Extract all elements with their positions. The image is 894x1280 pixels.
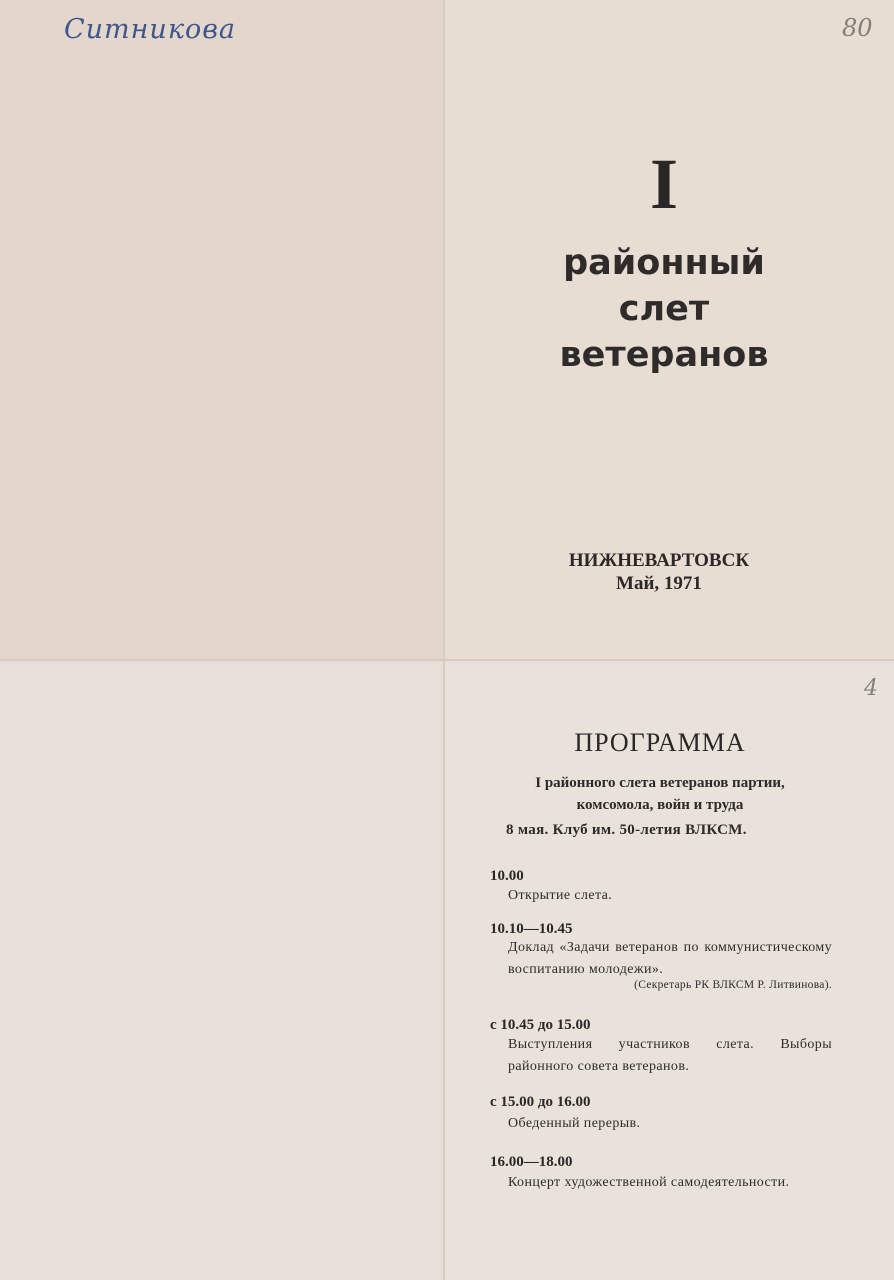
cover-title-line-2: слет — [618, 289, 710, 329]
schedule-description: Выступления участников слета. Выборы районного совета ветеранов. — [508, 1037, 832, 1074]
schedule-time: с 15.00 до 16.00 — [490, 1094, 591, 1110]
program-venue: 8 мая. Клуб им. 50-летия ВЛКСМ. — [506, 822, 747, 838]
pencil-mark-top: 80 — [842, 14, 873, 42]
program-subtitle-line-1: I районного слета ветеранов партии, — [535, 775, 785, 791]
cover-title-line-1: районный — [563, 243, 765, 283]
schedule-description: Доклад «Задачи ветеранов по коммунистическому воспитанию молодежи». — [508, 940, 832, 977]
schedule-description: Концерт художественной самодеятельности. — [508, 1175, 790, 1190]
cover-back-panel — [0, 0, 444, 660]
cover-date: Май, 1971 — [616, 573, 702, 594]
program-subtitle-line-2: комсомола, войн и труда — [576, 797, 744, 813]
program-title: ПРОГРАММА — [574, 728, 746, 757]
schedule-time: 10.10—10.45 — [490, 921, 573, 937]
inner-left-panel — [0, 660, 444, 1280]
schedule-note: (Секретарь РК ВЛКСМ Р. Литвинова). — [634, 979, 832, 991]
schedule-time: 10.00 — [490, 868, 524, 884]
horizontal-fold-line — [0, 659, 894, 661]
cover-title-line-3: ветеранов — [559, 335, 769, 375]
handwritten-name: Ситникова — [64, 14, 237, 45]
pencil-mark-bottom: 4 — [864, 676, 878, 701]
schedule-time: с 10.45 до 15.00 — [490, 1017, 591, 1033]
cover-numeral: I — [649, 144, 679, 224]
schedule-description: Открытие слета. — [508, 888, 613, 903]
schedule-description: Обеденный перерыв. — [508, 1116, 641, 1131]
cover-city: НИЖНЕВАРТОВСК — [568, 550, 750, 571]
schedule-time: 16.00—18.00 — [490, 1154, 573, 1170]
